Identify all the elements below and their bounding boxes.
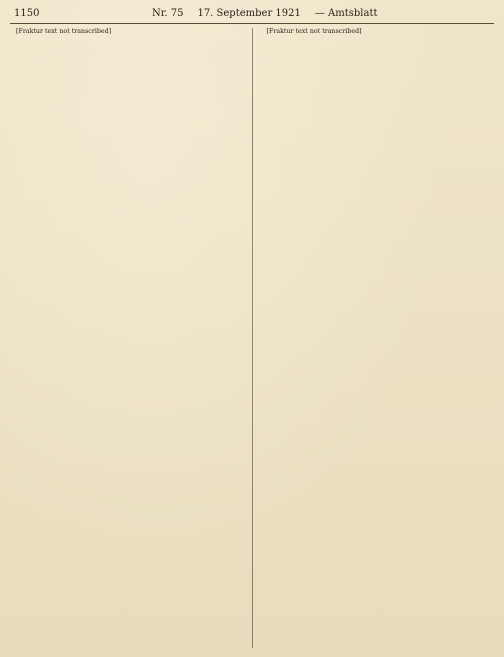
masthead bbox=[10, 8, 494, 24]
issue-number: Nr. 75 bbox=[151, 8, 184, 19]
right-column bbox=[261, 28, 495, 648]
masthead-center bbox=[152, 8, 378, 20]
section-name: — Amtsblatt bbox=[314, 8, 378, 19]
entry-text: [Fraktur text not transcribed] bbox=[266, 28, 362, 35]
left-column bbox=[10, 28, 244, 648]
column-divider bbox=[252, 28, 253, 648]
minutes-entry bbox=[10, 28, 244, 36]
text-columns bbox=[10, 28, 494, 648]
minutes-entry bbox=[261, 28, 495, 36]
issue-date: 17. September 1921 bbox=[197, 8, 301, 19]
entry-text: [Fraktur text not transcribed] bbox=[16, 28, 112, 35]
page-number: 1150 bbox=[14, 8, 40, 19]
